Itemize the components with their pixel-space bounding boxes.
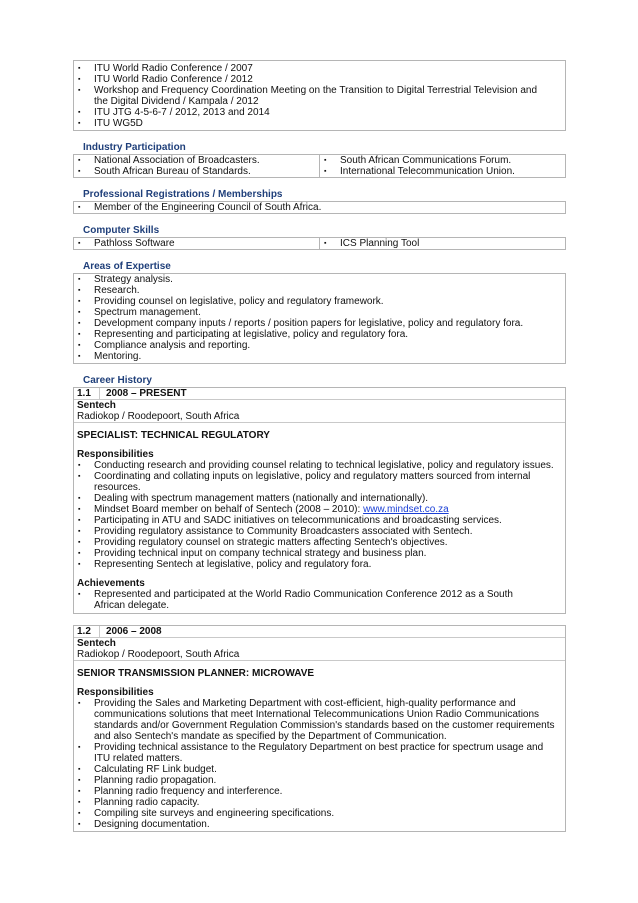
- job-number: 1.2: [74, 626, 100, 637]
- list-item: ▪ Spectrum management.: [74, 307, 565, 318]
- registrations-list: [74, 202, 565, 213]
- industry-left-list: [74, 155, 319, 177]
- list-item: ▪ Providing technical assistance to the Regulatory Department on best practice for spectrum usage and ITU related matters.: [77, 742, 562, 764]
- list-item: ▪ Participating in ATU and SADC initiatives on telecommunications and broadcasting services.: [77, 515, 562, 526]
- company-block: [74, 638, 565, 661]
- career-job-1: [73, 387, 566, 614]
- job-period-row: [74, 626, 565, 638]
- company-location: Radiokop / Roodepoort, South Africa: [77, 411, 240, 422]
- list-item: ▪ ITU World Radio Conference / 2012: [74, 74, 565, 85]
- list-item: ▪ Represented and participated at the World Radio Communication Conference 2012 as a South African delegate.: [77, 589, 562, 611]
- list-item: ▪ Planning radio capacity.: [77, 797, 562, 808]
- registrations-heading: Professional Registrations / Memberships: [83, 189, 283, 200]
- list-item: ▪ Pathloss Software: [74, 238, 319, 249]
- industry-heading: Industry Participation: [83, 142, 186, 153]
- industry-right-list: [319, 155, 565, 177]
- list-item: ▪ Representing and participating at legislative, policy and regulatory fora.: [74, 329, 565, 340]
- list-item: ▪ Representing Sentech at legislative, policy and regulatory fora.: [77, 559, 562, 570]
- job-period: 2006 – 2008: [106, 626, 162, 637]
- achievements-heading: Achievements: [77, 578, 145, 589]
- list-item: ▪ ICS Planning Tool: [320, 238, 565, 249]
- company-block: [74, 400, 565, 423]
- list-item: ▪ Calculating RF Link budget.: [77, 764, 562, 775]
- list-item: ▪ Dealing with spectrum management matters (nationally and internationally).: [77, 493, 562, 504]
- list-item: ▪ Research.: [74, 285, 565, 296]
- company-name: Sentech: [77, 638, 116, 649]
- list-item: ▪ ITU JTG 4-5-6-7 / 2012, 2013 and 2014: [74, 107, 565, 118]
- industry-box: [73, 154, 566, 178]
- list-item: ▪ Compliance analysis and reporting.: [74, 340, 565, 351]
- list-item: ▪ Designing documentation.: [77, 819, 562, 830]
- expertise-box: [73, 273, 566, 364]
- international-involvement-list: [74, 63, 565, 129]
- list-item: ▪ Planning radio frequency and interference.: [77, 786, 562, 797]
- job-number: 1.1: [74, 388, 100, 399]
- responsibilities-list: [77, 460, 562, 570]
- achievements-list: [77, 589, 562, 611]
- list-item: ▪ South African Communications Forum.: [320, 155, 565, 166]
- responsibilities-heading: Responsibilities: [77, 687, 154, 698]
- registrations-box: [73, 201, 566, 214]
- cv-page: [73, 60, 566, 832]
- computer-skills-right-list: [319, 238, 565, 249]
- list-item: ▪ Providing technical input on company technical strategy and business plan.: [77, 548, 562, 559]
- responsibilities-heading: Responsibilities: [77, 449, 154, 460]
- list-item: [77, 504, 562, 515]
- job-period-row: [74, 388, 565, 400]
- career-job-2: [73, 625, 566, 832]
- list-item: ▪ Coordinating and collating inputs on legislative, policy and regulatory matters sourced from internal resources.: [77, 471, 562, 493]
- job-title: SPECIALIST: TECHNICAL REGULATORY: [77, 430, 270, 441]
- list-item: ▪ Workshop and Frequency Coordination Meeting on the Transition to Digital Terrestrial Television and the Digital Dividend / Kampala / 2012: [74, 85, 565, 107]
- career-heading: Career History: [83, 375, 152, 386]
- list-item: ▪ Providing the Sales and Marketing Department with cost-efficient, high-quality performance and communications solutions that meet International Telecommunications Union Radio Communications standards and/or Government Regulation Commission's standards based on the customer requirements and also Sentech's mandate as specified by the Department of Communication.: [77, 698, 562, 742]
- company-name: Sentech: [77, 400, 116, 411]
- company-location: Radiokop / Roodepoort, South Africa: [77, 649, 240, 660]
- expertise-heading: Areas of Expertise: [83, 261, 171, 272]
- list-item: ▪ Providing regulatory assistance to Community Broadcasters associated with Sentech.: [77, 526, 562, 537]
- list-item: ▪ Conducting research and providing counsel relating to technical legislative, policy and regulatory issues.: [77, 460, 562, 471]
- list-item: ▪ South African Bureau of Standards.: [74, 166, 319, 177]
- list-item: ▪ Compiling site surveys and engineering specifications.: [77, 808, 562, 819]
- job-period: 2008 – PRESENT: [106, 388, 187, 399]
- list-item: ▪ Providing regulatory counsel on strategic matters affecting Sentech's objectives.: [77, 537, 562, 548]
- list-item: ▪ Mentoring.: [74, 351, 565, 362]
- job-title: SENIOR TRANSMISSION PLANNER: MICROWAVE: [77, 668, 315, 679]
- international-involvement-box: [73, 60, 566, 131]
- list-item: ▪ ITU WG5D: [74, 118, 565, 129]
- responsibilities-list: [77, 698, 562, 830]
- list-item: ▪ Development company inputs / reports / position papers for legislative, policy and regulatory fora.: [74, 318, 565, 329]
- mindset-link[interactable]: www.mindset.co.za: [363, 504, 449, 515]
- computer-skills-heading: Computer Skills: [83, 225, 160, 236]
- list-item: ▪ Planning radio propagation.: [77, 775, 562, 786]
- list-item: ▪ National Association of Broadcasters.: [74, 155, 319, 166]
- computer-skills-box: [73, 237, 566, 250]
- computer-skills-left-list: [74, 238, 319, 249]
- list-item: ▪ Providing counsel on legislative, policy and regulatory framework.: [74, 296, 565, 307]
- list-item: ▪ International Telecommunication Union.: [320, 166, 565, 177]
- mindset-text: Mindset Board member on behalf of Sentech (2008 – 2010):: [94, 504, 361, 515]
- list-item: ▪ Member of the Engineering Council of South Africa.: [74, 202, 565, 213]
- expertise-list: [74, 274, 565, 362]
- list-item: ▪ ITU World Radio Conference / 2007: [74, 63, 565, 74]
- list-item: ▪ Strategy analysis.: [74, 274, 565, 285]
